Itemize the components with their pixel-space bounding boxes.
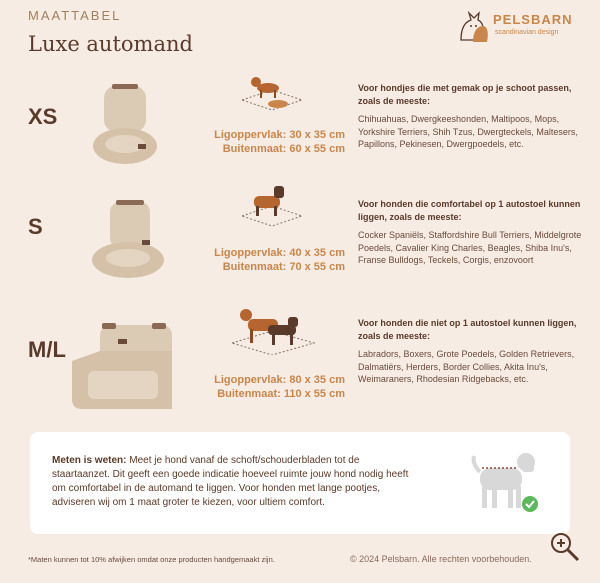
check-icon [522, 496, 538, 512]
description-breeds: Cocker Spaniëls, Staffordshire Bull Terriers, Middelgrote Poedels, Cavalier King Charles, Beagles, Shiba Inu's, Franse Bulldogs, Teckels, Corgis, enzovoort [358, 230, 582, 265]
size-label: M/L [28, 337, 66, 362]
bed-icon [90, 84, 160, 174]
size-row-s [0, 188, 600, 308]
brand-tagline: scandinavian design [495, 29, 559, 36]
page-title: Luxe automand [28, 32, 193, 56]
outer-size: Buitenmaat: 70 x 55 cm [222, 261, 345, 273]
size-disclaimer: *Maten kunnen tot 10% afwijken omdat onze producten handgemaakt zijn. [28, 555, 275, 564]
measure-tip-body: Meet je hond vanaf de schoft/schouderbladen tot de staartaanzet. Dit geeft een goede indicatie hoeveel ruimte jouw hond nodig heeft om comfortabel in de automand te liggen. Voor honden met lange pootjes, adviseren wij om 1 maat groter te kiezen, voor ultiem comfort. [52, 455, 409, 508]
size-dimensions [195, 246, 345, 274]
description-heading: Voor hondjes die met gemak op je schoot passen, zoals de meeste: [358, 83, 572, 106]
dog-icon [468, 448, 548, 520]
size-description [358, 198, 588, 267]
size-row-xs [0, 70, 600, 190]
cat-dog-logo-icon [455, 8, 491, 44]
measure-tip-text [52, 454, 412, 510]
size-dimensions [195, 373, 345, 401]
page-eyebrow: MAATTABEL [28, 8, 122, 23]
outer-size: Buitenmaat: 60 x 55 cm [222, 143, 345, 155]
zoom-in-icon[interactable] [548, 530, 582, 564]
dog-icon [238, 74, 308, 114]
measure-tip-card [30, 432, 570, 534]
dog-icon [228, 305, 318, 355]
brand-logo [455, 8, 585, 44]
size-description [358, 317, 588, 386]
lying-area: Ligoppervlak: 40 x 35 cm [214, 247, 345, 259]
lying-area: Ligoppervlak: 80 x 35 cm [214, 374, 345, 386]
bed-icon [68, 321, 178, 421]
size-row-ml [0, 305, 600, 430]
description-breeds: Labradors, Boxers, Grote Poedels, Golden Retrievers, Dalmatiërs, Herders, Border Collies, Akita Inu's, Weimaraners, Rhodesian Ridgebacks, etc. [358, 349, 575, 384]
outer-size: Buitenmaat: 110 x 55 cm [217, 388, 345, 400]
brand-name: PELSBARN [493, 12, 573, 27]
lying-area: Ligoppervlak: 30 x 35 cm [214, 129, 345, 141]
description-heading: Voor honden die comfortabel op 1 autostoel kunnen liggen, zoals de meeste: [358, 199, 581, 222]
measure-tip-lead: Meten is weten: [52, 455, 127, 466]
description-heading: Voor honden die niet op 1 autostoel kunnen liggen, zoals de meeste: [358, 318, 577, 341]
bed-icon [88, 196, 168, 286]
size-description [358, 82, 588, 151]
size-dimensions [195, 128, 345, 156]
size-label: XS [28, 104, 58, 129]
size-label: S [28, 214, 43, 239]
copyright: © 2024 Pelsbarn. Alle rechten voorbehouden. [350, 554, 532, 564]
description-breeds: Chihuahuas, Dwergkeeshonden, Maltipoos, Mops, Yorkshire Terriers, Shih Tzus, Dwergteckels, Maltesers, Papillons, Pekinesen, Dwergpoedels, etc. [358, 114, 578, 149]
dog-icon [238, 182, 308, 228]
